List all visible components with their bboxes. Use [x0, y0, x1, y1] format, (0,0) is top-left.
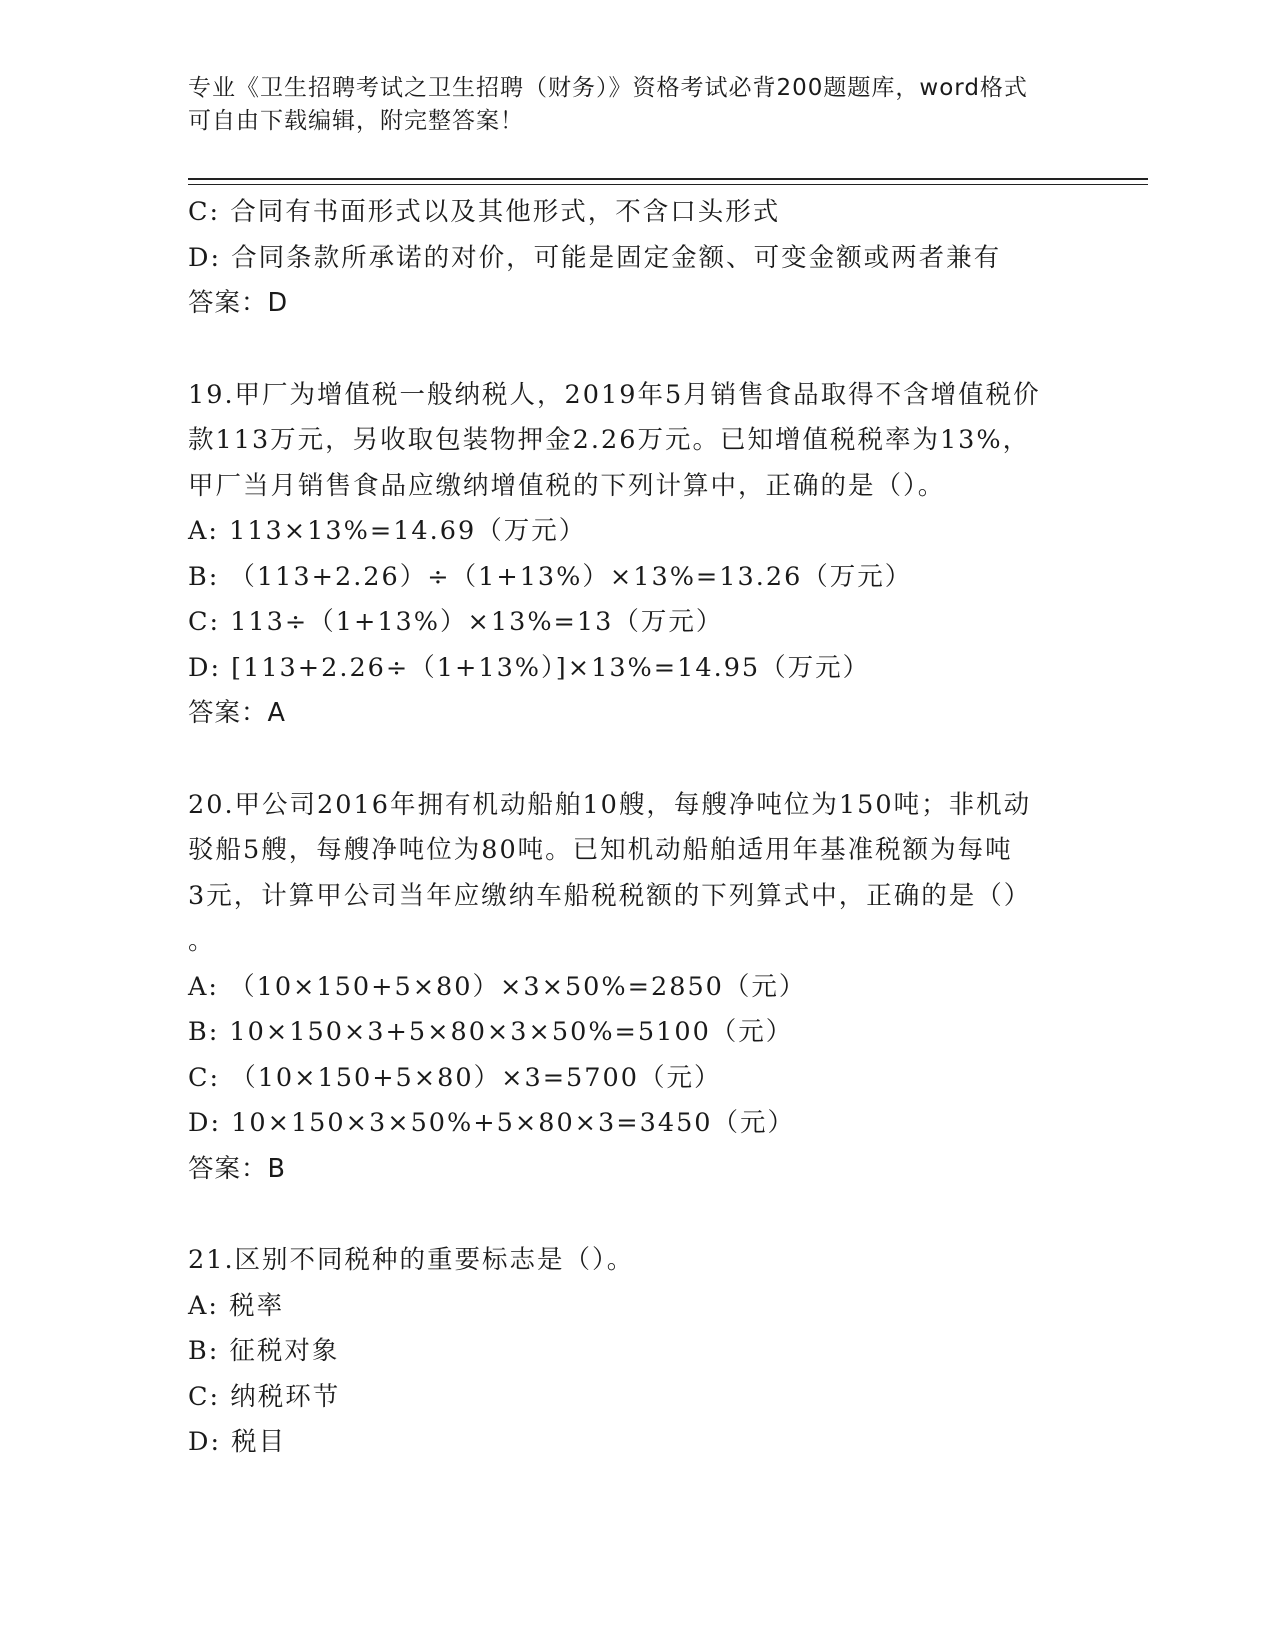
header-line-2: 可自由下载编辑，附完整答案！: [188, 108, 524, 134]
question-text-line: 3元，计算甲公司当年应缴纳车船税税额的下列算式中，正确的是（）: [188, 880, 1032, 911]
option-d: D: 税目: [188, 1427, 287, 1457]
question-18-tail: [188, 190, 1088, 327]
question-text-line: 19.甲厂为增值税一般纳税人，2019年5月销售食品取得不含增值税价: [188, 379, 1041, 410]
option-a: A: 113×13%=14.69（万元）: [188, 516, 587, 546]
answer: 答案：D: [188, 288, 289, 318]
question-text-line: 。: [188, 926, 216, 956]
option-c: C: 113÷（1+13%）×13%=13（万元）: [188, 607, 724, 637]
header-line-1: 专业《卫生招聘考试之卫生招聘（财务）》资格考试必背200题题库，word格式: [188, 75, 1028, 101]
option-a: A: （10×150+5×80）×3×50%=2850（元）: [188, 971, 807, 1002]
header-rule-thin: [188, 184, 1148, 185]
question-19: [188, 373, 1088, 737]
option-b: B: （113+2.26）÷（1+13%）×13%=13.26（万元）: [188, 561, 913, 592]
question-21: [188, 1238, 1088, 1466]
option-a: A: 税率: [188, 1290, 285, 1321]
option-b: B: 10×150×3+5×80×3×50%=5100（元）: [188, 1017, 794, 1047]
option-b: B: 征税对象: [188, 1336, 340, 1366]
question-text-line: 款113万元，另收取包装物押金2.26万元。已知增值税税率为13%，: [188, 425, 1031, 455]
question-20: [188, 783, 1088, 1193]
option-c: C: 纳税环节: [188, 1381, 341, 1412]
question-text-line: 驳船5艘，每艘净吨位为80吨。已知机动船舶适用年基准税额为每吨: [188, 835, 1013, 865]
header-rule-thick: [188, 178, 1148, 180]
document-body: [188, 190, 1088, 1466]
option-d: D: 合同条款所承诺的对价，可能是固定金额、可变金额或两者兼有: [188, 242, 1002, 273]
answer: 答案：B: [188, 1153, 286, 1184]
question-text-line: 20.甲公司2016年拥有机动船舶10艘，每艘净吨位为150吨；非机动: [188, 789, 1032, 820]
option-d: D: 10×150×3×50%+5×80×3=3450（元）: [188, 1108, 796, 1138]
option-c: C: （10×150+5×80）×3=5700（元）: [188, 1062, 722, 1093]
option-c: C: 合同有书面形式以及其他形式，不含口头形式: [188, 197, 781, 227]
answer: 答案：A: [188, 698, 286, 728]
question-text-line: 21.区别不同税种的重要标志是（）。: [188, 1245, 635, 1275]
document-header: [188, 72, 1088, 138]
question-text-line: 甲厂当月销售食品应缴纳增值税的下列计算中，正确的是（）。: [188, 470, 946, 501]
option-d: D: [113+2.26÷（1+13%）]×13%=14.95（万元）: [188, 652, 871, 683]
